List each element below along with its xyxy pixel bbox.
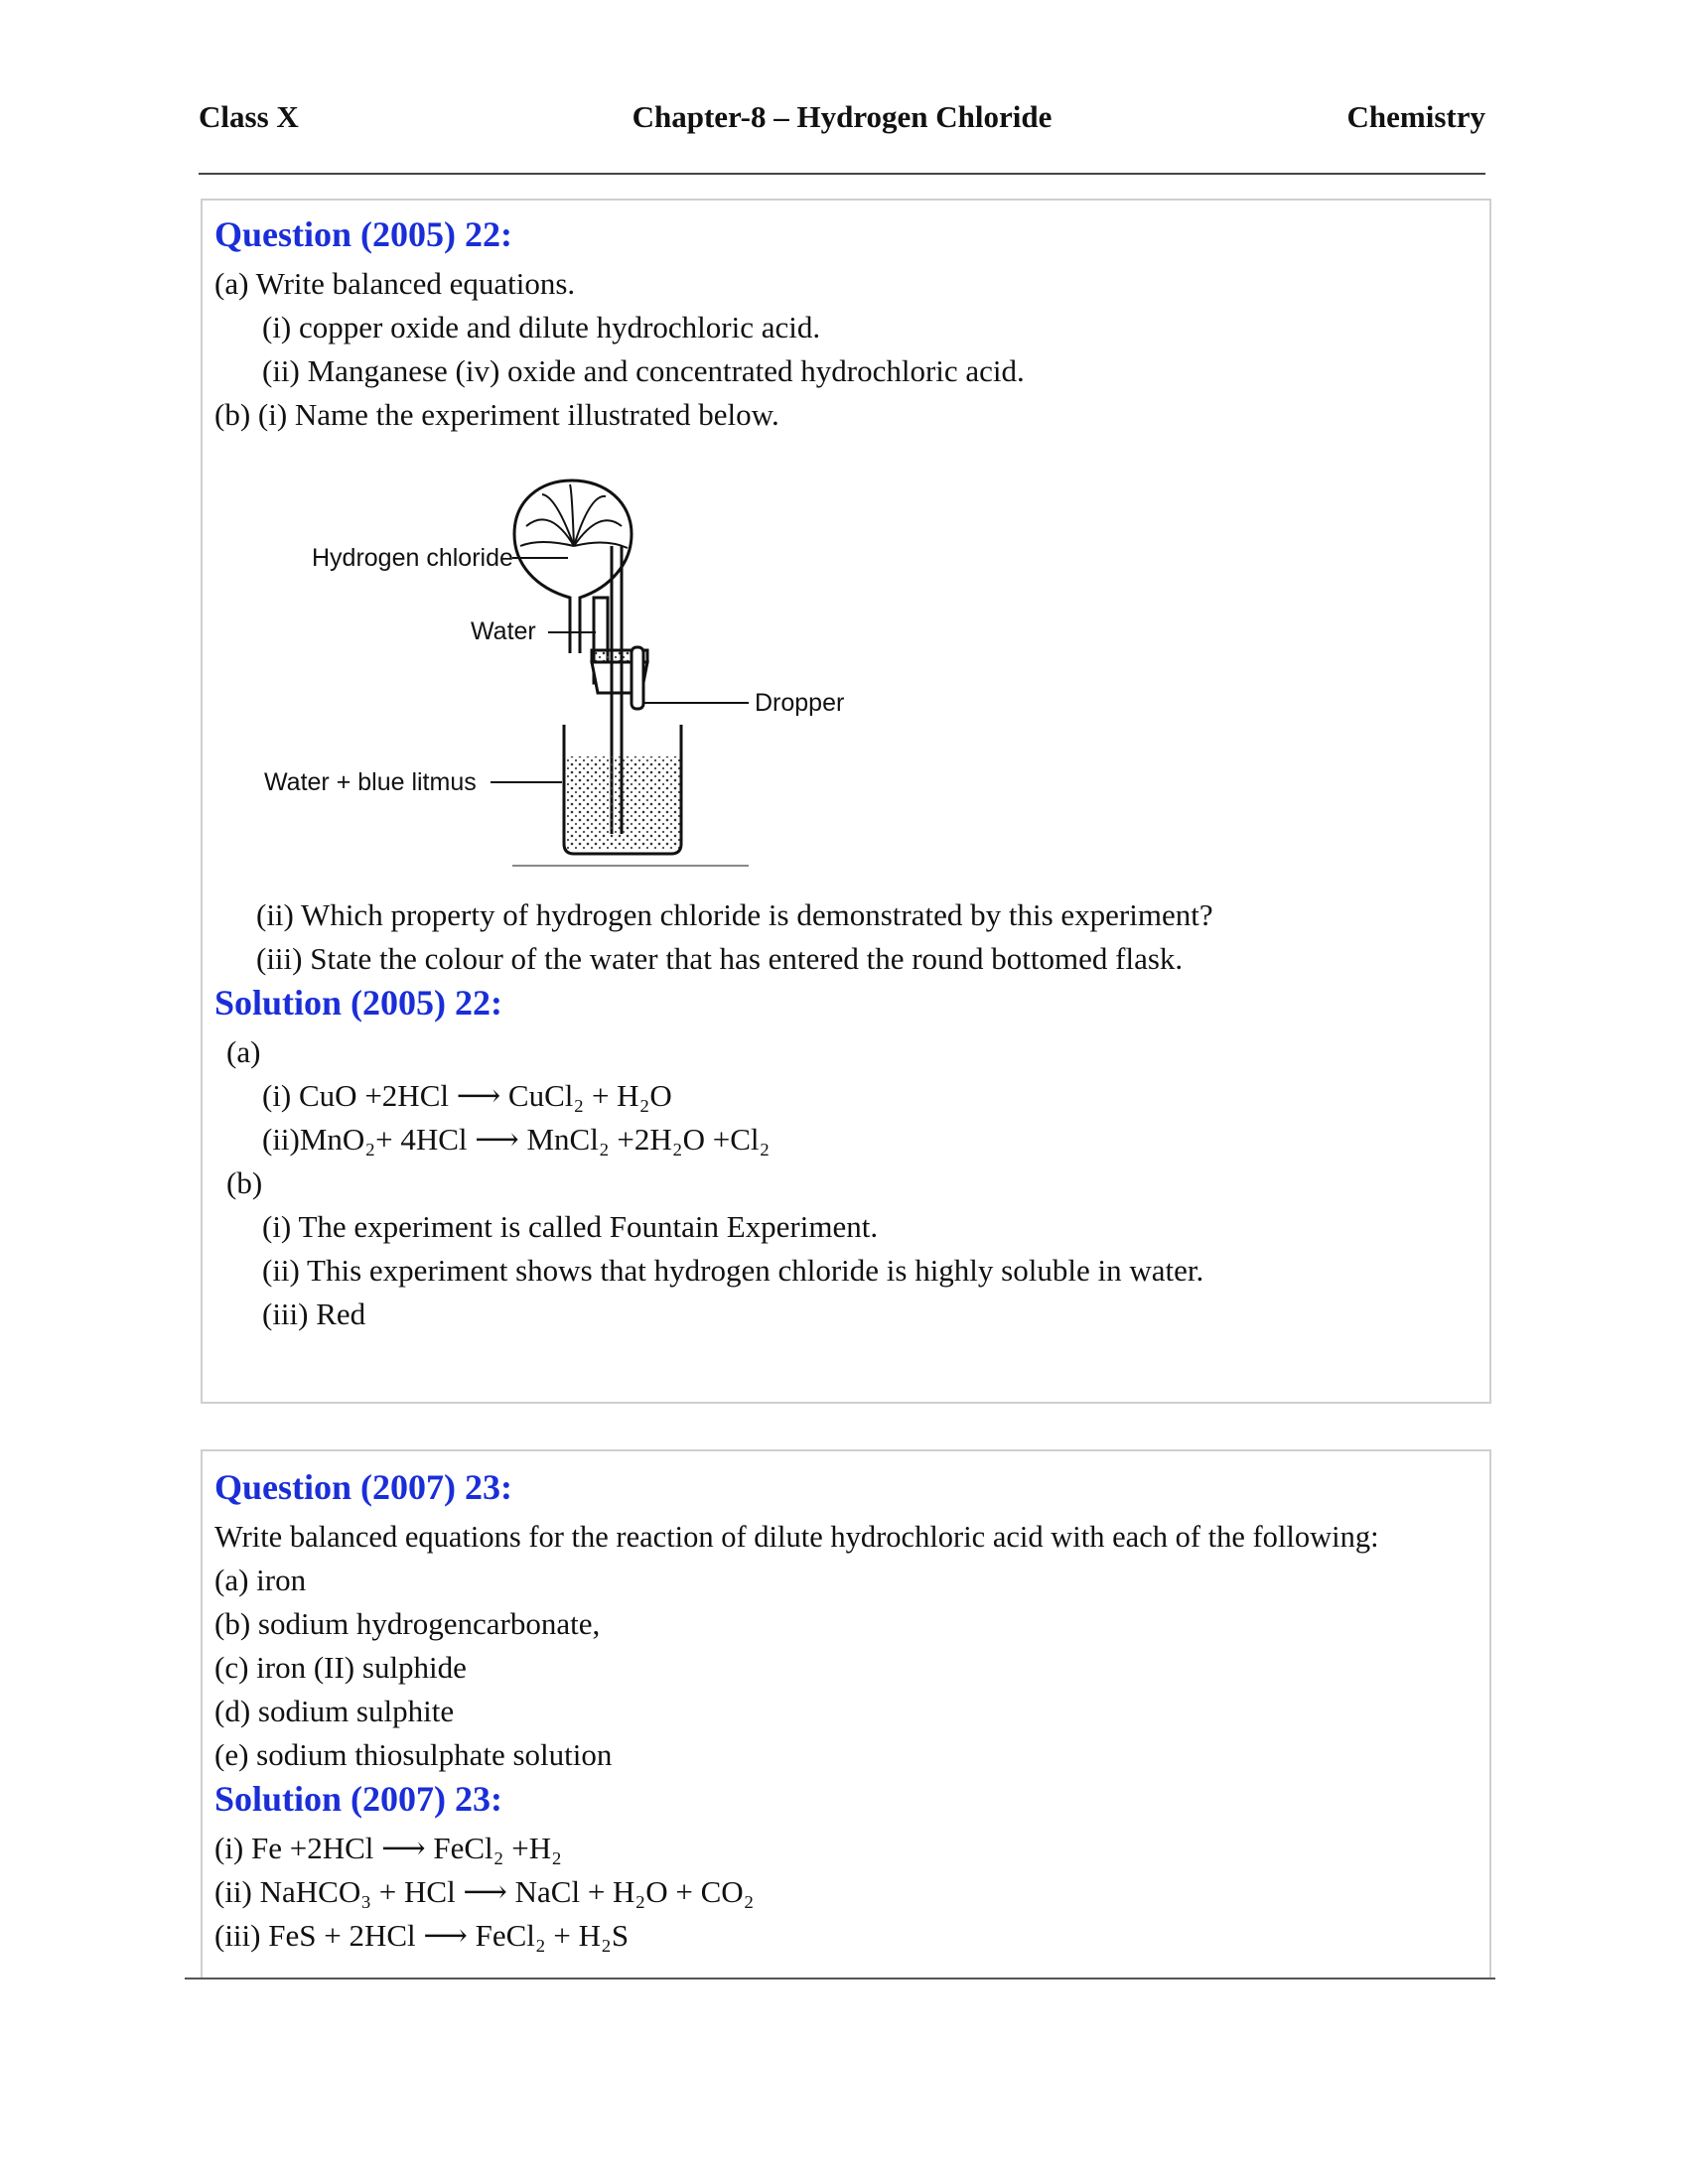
question-22-heading: Question (2005) 22: xyxy=(214,214,512,254)
header-class: Class X xyxy=(199,99,299,134)
dropper xyxy=(632,647,643,709)
question-22-part-b-ii: (ii) Which property of hydrogen chloride is demonstrated by this experiment? xyxy=(256,897,1213,932)
solution-22-part-b: (b) xyxy=(226,1165,263,1200)
solution-22-part-b-iii: (iii) Red xyxy=(262,1297,366,1331)
question-22-part-b-i: (b) (i) Name the experiment illustrated below. xyxy=(214,397,779,432)
question-23-part-a: (a) iron xyxy=(214,1563,307,1597)
solution-22-part-a-i: (i) CuO +2HCl ⟶ CuCl₂ + H₂O xyxy=(262,1078,672,1113)
solution-22-heading: Solution (2005) 22: xyxy=(214,983,503,1023)
header-subject: Chemistry xyxy=(1346,99,1485,134)
solution-22-part-a: (a) xyxy=(226,1034,261,1069)
question-22-part-a-i: (i) copper oxide and dilute hydrochloric acid. xyxy=(262,310,821,344)
question-23-part-d: (d) sodium sulphite xyxy=(214,1694,455,1728)
footer-divider xyxy=(185,1978,1495,1979)
label-water-blue-litmus: Water + blue litmus xyxy=(264,768,477,796)
page-header xyxy=(199,99,1485,143)
header-chapter: Chapter-8 – Hydrogen Chloride xyxy=(632,99,1053,134)
solution-23-part-ii: (ii) NaHCO₃ + HCl ⟶ NaCl + H₂O + CO₂ xyxy=(214,1874,755,1909)
label-hydrogen-chloride: Hydrogen chloride xyxy=(312,544,513,572)
question-23-intro: Write balanced equations for the reaction of dilute hydrochloric acid with each of the following: xyxy=(214,1520,1379,1554)
question-23-part-e: (e) sodium thiosulphate solution xyxy=(214,1737,613,1772)
solution-23-part-iii: (iii) FeS + 2HCl ⟶ FeCl₂ + H₂S xyxy=(214,1918,630,1953)
question-23-part-c: (c) iron (II) sulphide xyxy=(214,1650,467,1685)
solution-22-part-a-ii: (ii)MnO₂+ 4HCl ⟶ MnCl₂ +2H₂O +Cl₂ xyxy=(262,1122,771,1157)
question-22-part-a: (a) Write balanced equations. xyxy=(214,266,576,301)
question-23-heading: Question (2007) 23: xyxy=(214,1467,512,1507)
solution-22-part-b-ii: (ii) This experiment shows that hydrogen chloride is highly soluble in water. xyxy=(262,1253,1204,1288)
header-divider xyxy=(199,173,1485,175)
label-water: Water xyxy=(471,617,536,645)
question-22-part-b-iii: (iii) State the colour of the water that has entered the round bottomed flask. xyxy=(256,941,1184,976)
fountain-experiment-diagram xyxy=(252,477,868,893)
question-23-part-b: (b) sodium hydrogencarbonate, xyxy=(214,1606,601,1641)
question-22-part-a-ii: (ii) Manganese (iv) oxide and concentrated hydrochloric acid. xyxy=(262,353,1025,388)
solution-22-part-b-i: (i) The experiment is called Fountain Experiment. xyxy=(262,1209,879,1244)
solution-23-part-i: (i) Fe +2HCl ⟶ FeCl₂ +H₂ xyxy=(214,1831,562,1865)
solution-23-heading: Solution (2007) 23: xyxy=(214,1779,503,1819)
label-dropper: Dropper xyxy=(755,689,845,717)
